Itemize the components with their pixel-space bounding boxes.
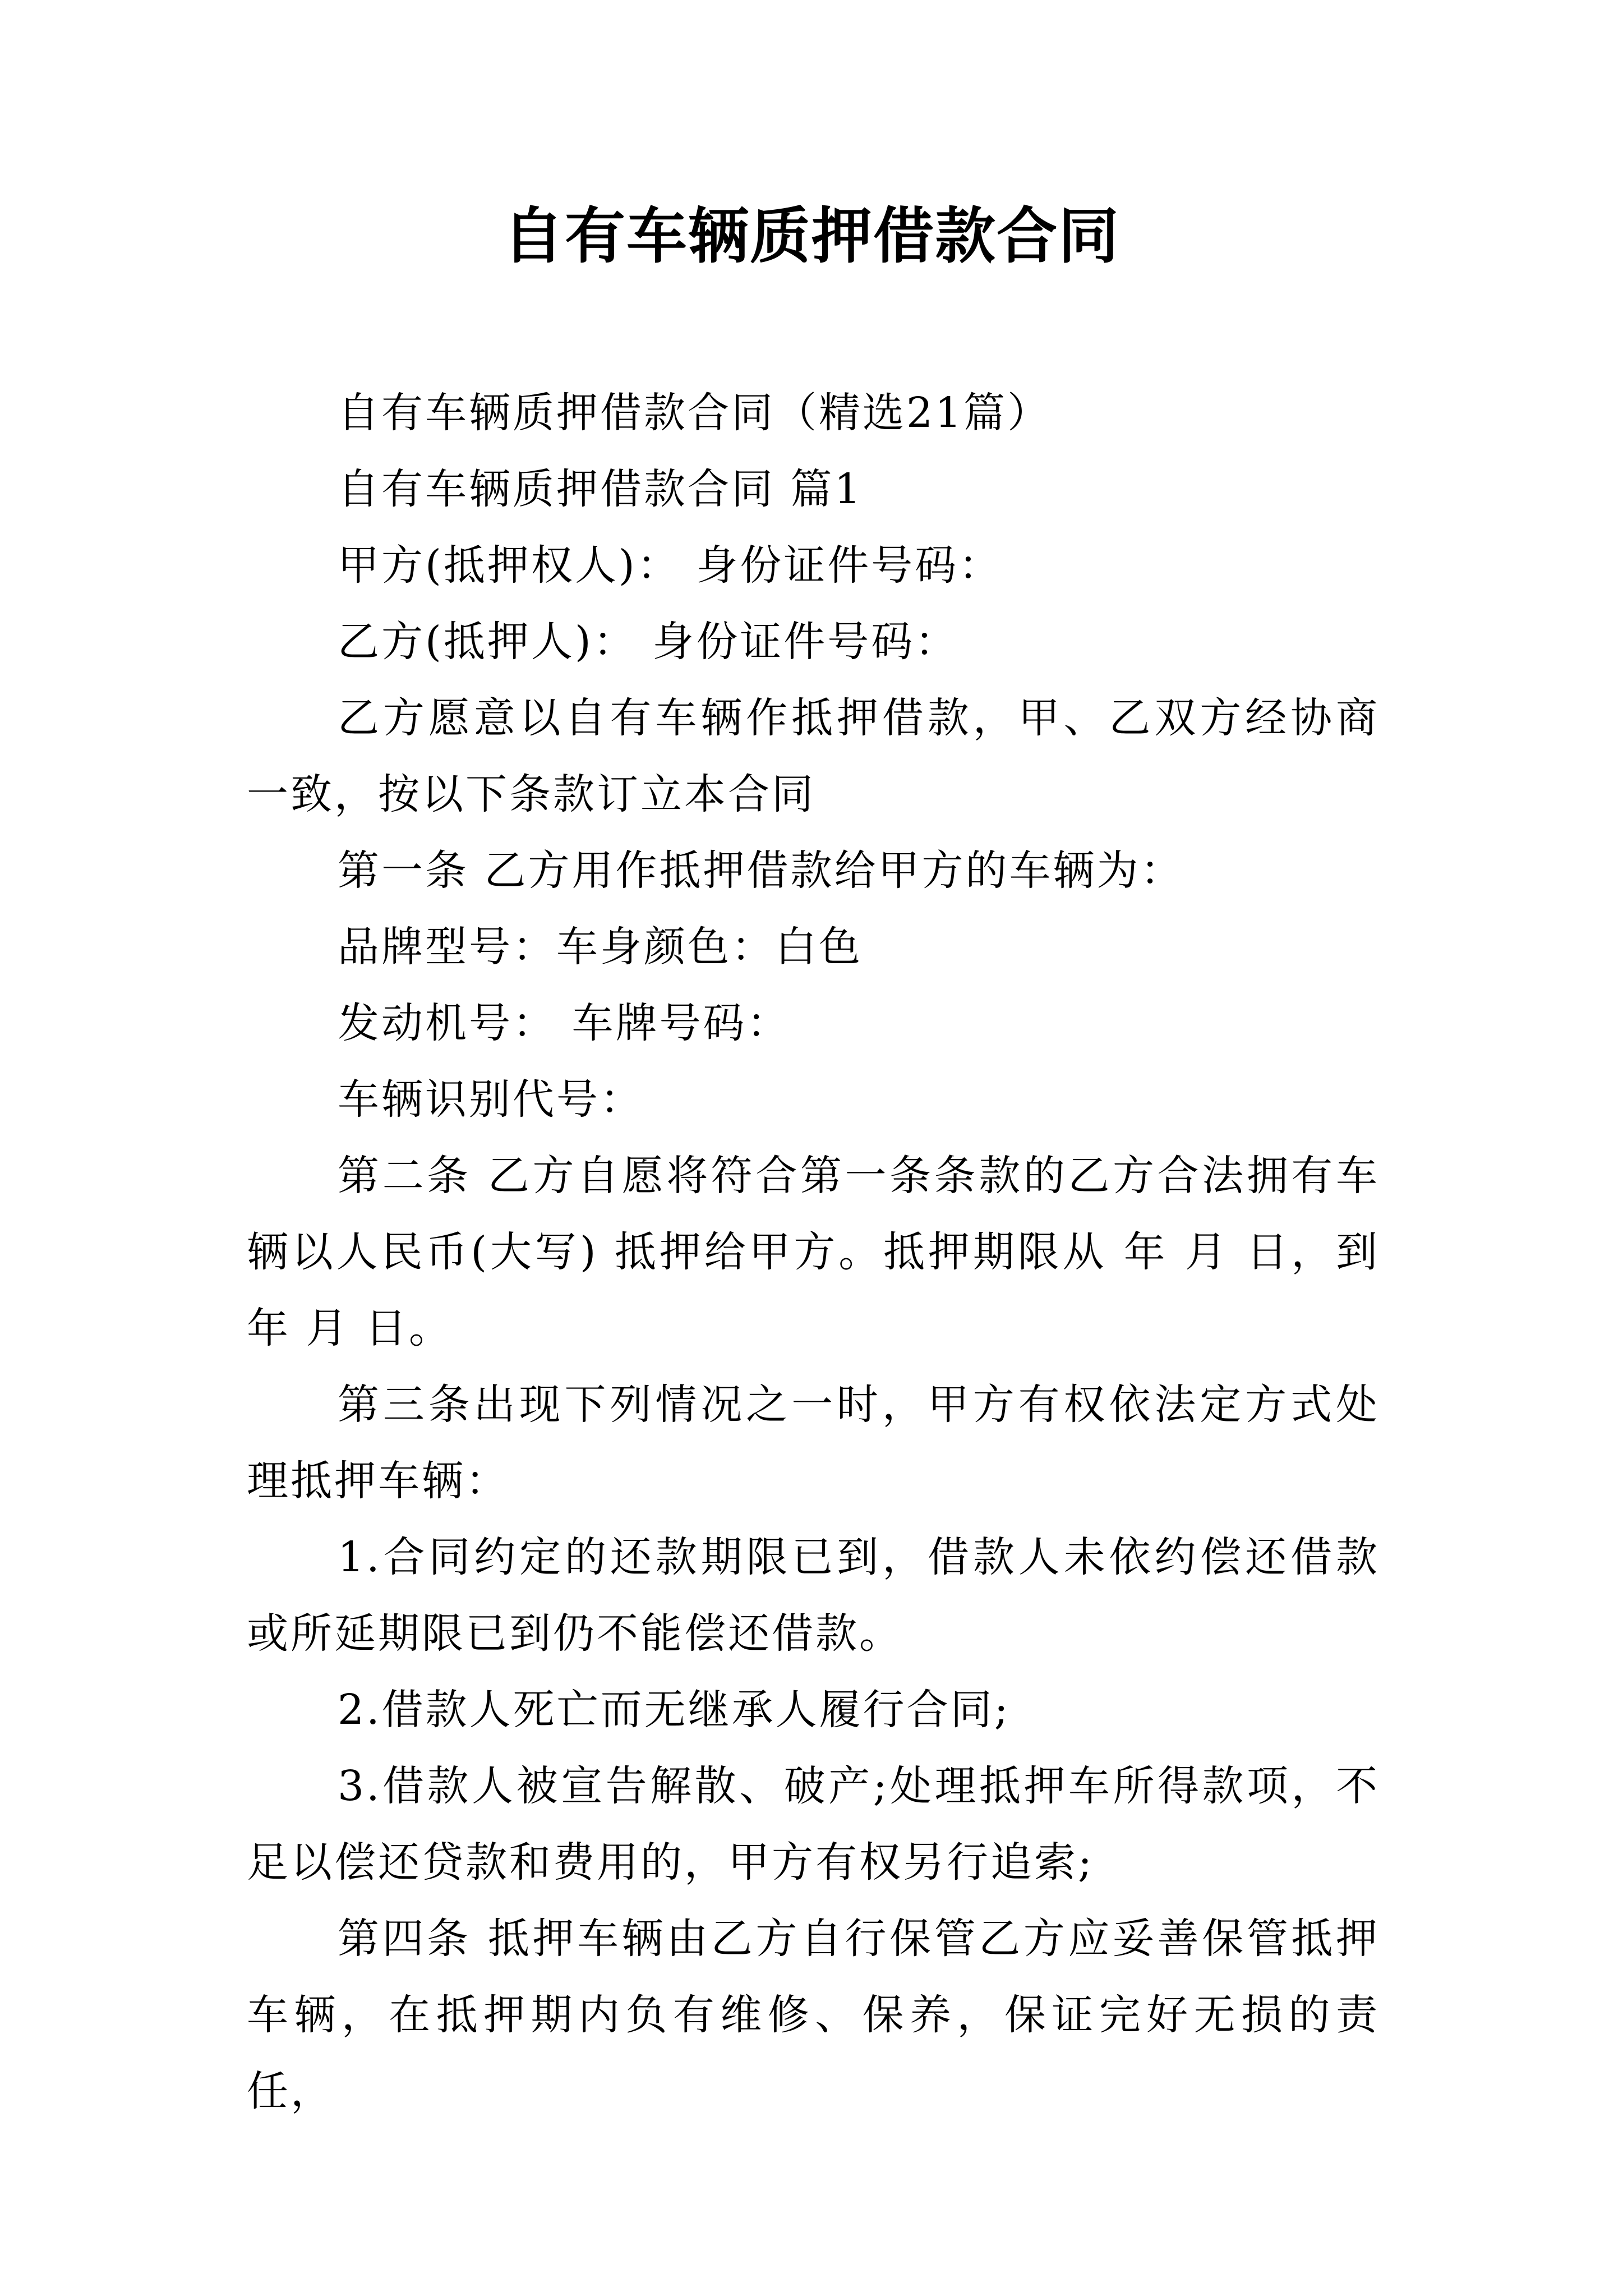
paragraph-party-b: 乙方(抵押人)： 身份证件号码： xyxy=(338,618,959,666)
paragraph-engine-number: 发动机号： 车牌号码： xyxy=(338,999,791,1047)
paragraph-party-a: 甲方(抵押权人)： 身份证件号码： xyxy=(338,541,1003,590)
paragraph-item-3: 3.借款人被宣告解散、破产;处理抵押车所得款项，不足以偿还贷款和费用的，甲方有权另行追索; xyxy=(247,1762,1380,1887)
document-title: 自有车辆质押借款合同 xyxy=(502,201,1120,272)
paragraph-article-4: 第四条 抵押车辆由乙方自行保管乙方应妥善保管抵押车辆，在抵押期内负有维修、保养，保证完好无损的责任， xyxy=(247,1915,1380,2115)
paragraph-subtitle: 自有车辆质押借款合同（精选21篇） xyxy=(338,389,1052,437)
document-body xyxy=(247,375,1380,2129)
paragraph-vin: 车辆识别代号： xyxy=(338,1075,644,1124)
paragraph-intro: 乙方愿意以自有车辆作抵押借款，甲、乙双方经协商一致，按以下条款订立本合同 xyxy=(247,694,1380,818)
paragraph-brand-model: 品牌型号：车身颜色：白色 xyxy=(338,923,863,971)
paragraph-article-1: 第一条 乙方用作抵押借款给甲方的车辆为： xyxy=(338,846,1184,895)
paragraph-item-2: 2.借款人死亡而无继承人履行合同; xyxy=(338,1686,1011,1734)
paragraph-article-3: 第三条出现下列情况之一时，甲方有权依法定方式处理抵押车辆： xyxy=(247,1381,1380,1505)
paragraph-section-heading: 自有车辆质押借款合同 篇1 xyxy=(338,465,863,513)
paragraph-item-1: 1.合同约定的还款期限已到，借款人未依约偿还借款或所延期限已到仍不能偿还借款。 xyxy=(247,1533,1380,1658)
paragraph-article-2: 第二条 乙方自愿将符合第一条条款的乙方合法拥有车辆以人民币(大写) 抵押给甲方。抵押期限从 年 月 日，到 年 月 日。 xyxy=(247,1152,1380,1352)
